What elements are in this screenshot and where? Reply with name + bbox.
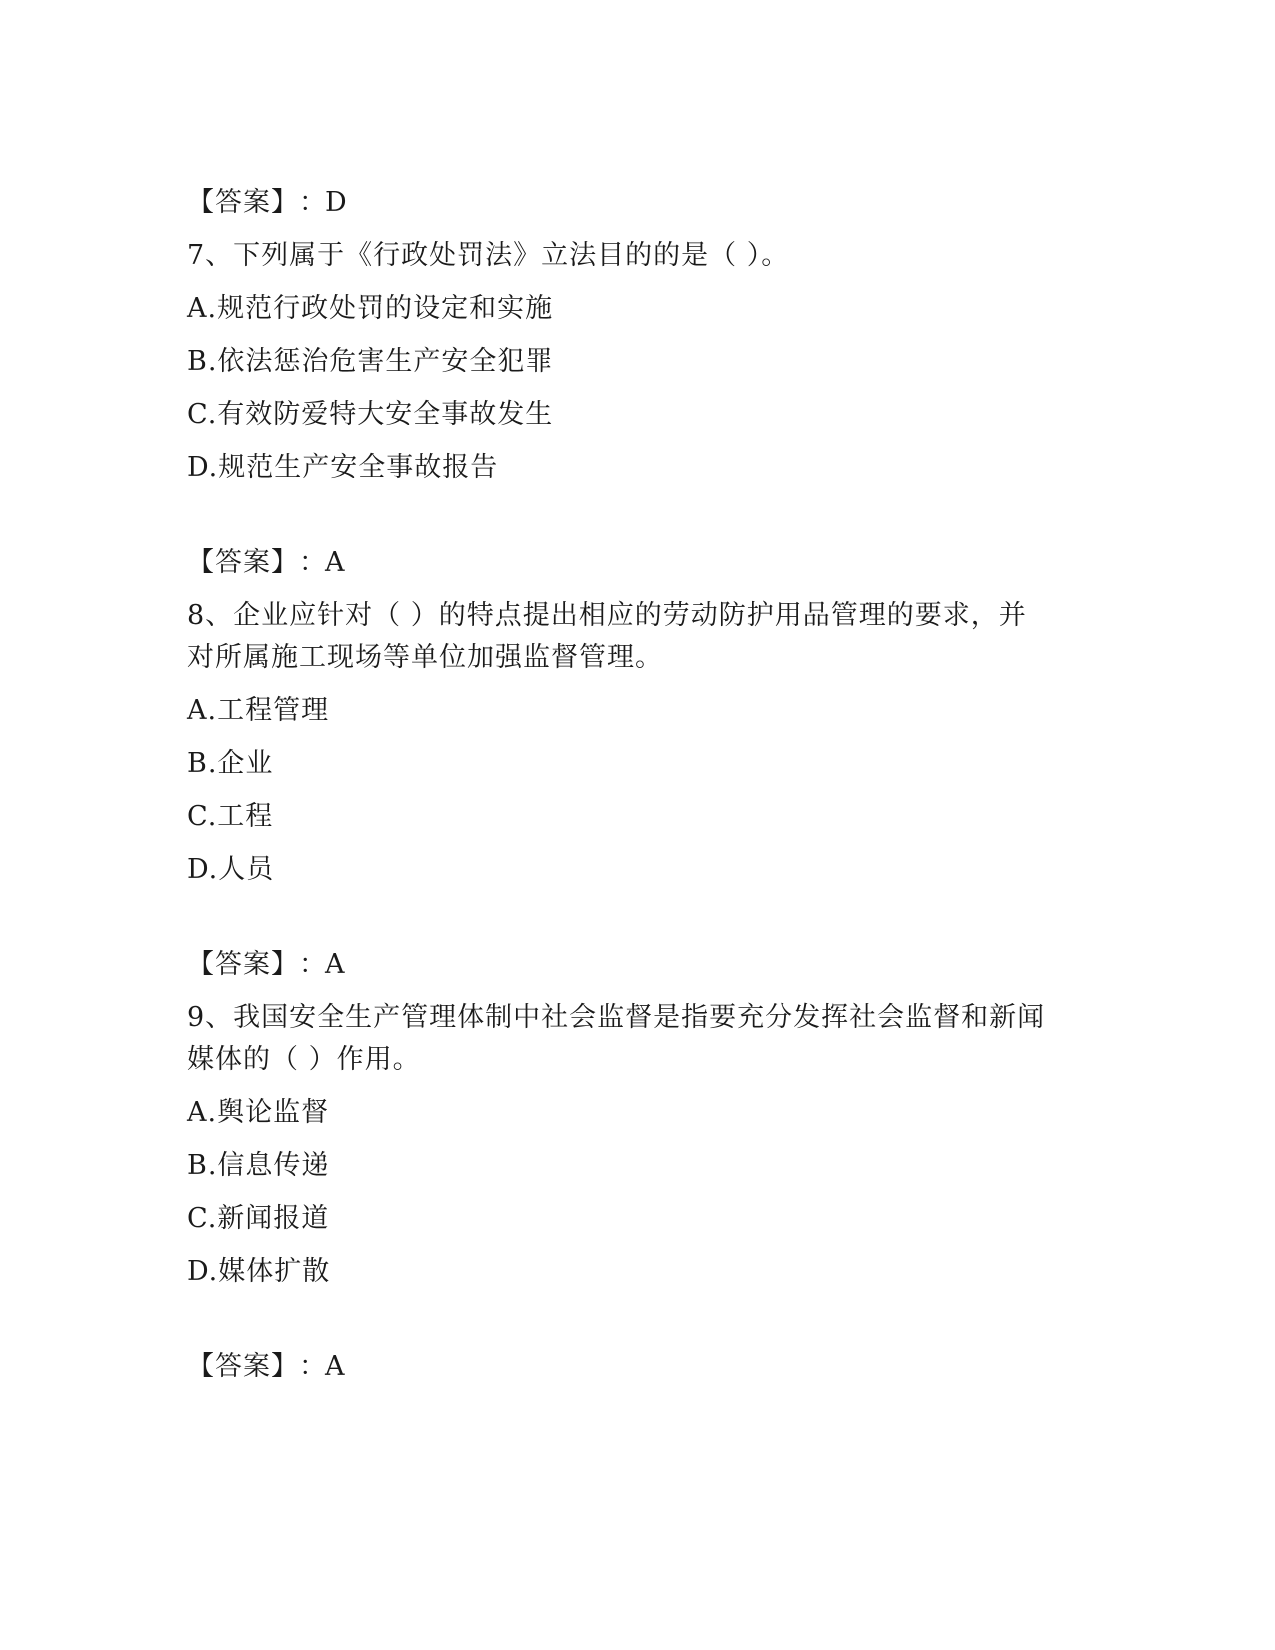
- answer-line: [187, 1350, 346, 1384]
- option-b: B.信息传递: [187, 1150, 330, 1181]
- question-stem: 7、下列属于《行政处罚法》立法目的的是（ ）。: [187, 240, 790, 271]
- answer-value: A: [325, 547, 346, 578]
- option-b: B.依法惩治危害生产安全犯罪: [187, 346, 554, 377]
- option-a: A.规范行政处罚的设定和实施: [187, 293, 554, 324]
- answer-separator: ：: [299, 949, 327, 980]
- answer-separator: ：: [299, 1351, 327, 1382]
- option-d: D.规范生产安全事故报告: [187, 452, 499, 483]
- answer-value: D: [325, 187, 348, 218]
- option-a: A.工程管理: [187, 695, 330, 726]
- option-c: C.新闻报道: [187, 1203, 330, 1234]
- answer-value: A: [325, 949, 346, 980]
- option-d: D.媒体扩散: [187, 1256, 331, 1287]
- question-stem-continued: 对所属施工现场等单位加强监督管理。: [187, 642, 663, 673]
- answer-line: [187, 546, 346, 580]
- option-c: C.工程: [187, 801, 274, 832]
- option-d: D.人员: [187, 854, 275, 885]
- answer-label: 【答案】: [187, 547, 299, 578]
- option-b: B.企业: [187, 748, 274, 779]
- answer-value: A: [325, 1351, 346, 1382]
- answer-separator: ：: [299, 187, 327, 218]
- question-stem: 8、企业应针对（ ）的特点提出相应的劳动防护用品管理的要求，并: [187, 600, 1027, 631]
- question-stem: 9、我国安全生产管理体制中社会监督是指要充分发挥社会监督和新闻: [187, 1002, 1046, 1033]
- answer-label: 【答案】: [187, 1351, 299, 1382]
- answer-line: [187, 948, 346, 982]
- option-a: A.舆论监督: [187, 1097, 330, 1128]
- answer-label: 【答案】: [187, 949, 299, 980]
- answer-line: [187, 186, 348, 220]
- option-c: C.有效防爱特大安全事故发生: [187, 399, 554, 430]
- question-stem-continued: 媒体的（ ）作用。: [187, 1044, 421, 1075]
- answer-label: 【答案】: [187, 187, 299, 218]
- answer-separator: ：: [299, 547, 327, 578]
